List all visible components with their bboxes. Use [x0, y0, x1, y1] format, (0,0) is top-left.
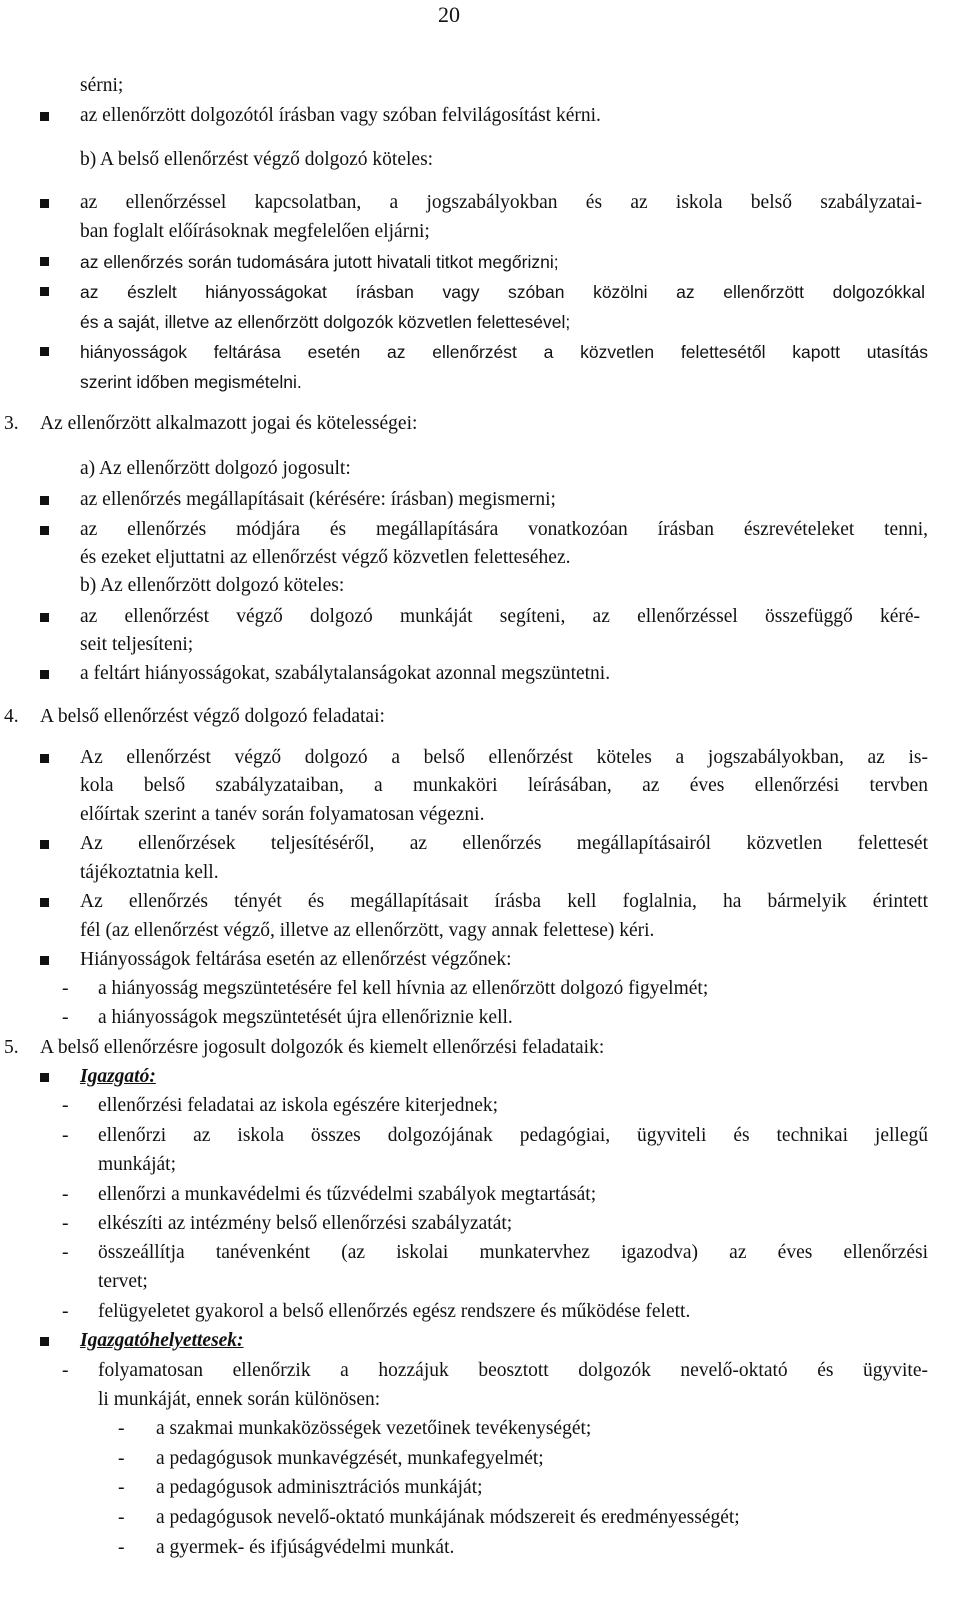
text-line: az ellenőrzött dolgozótól írásban vagy szóban felvilágosítást kérni. — [80, 105, 601, 126]
dash-marker: - — [62, 1242, 69, 1263]
dash-marker: - — [62, 1007, 69, 1028]
text-line: ban foglalt előírásoknak megfelelően eljárni; — [80, 221, 430, 242]
section-number: 4. — [4, 706, 19, 727]
text-line: az észlelt hiányosságokat írásban vagy szóban közölni az ellenőrzött dolgozókkal — [80, 282, 925, 302]
text-line: és ezeket eljuttatni az ellenőrzést végző közvetlen feletteséhez. — [80, 547, 571, 568]
text-line: folyamatosan ellenőrzik a hozzájuk beosztott dolgozók nevelő-oktató és ügyvite- — [98, 1360, 928, 1381]
text-line: a hiányosság megszüntetésére fel kell hívnia az ellenőrzött dolgozó figyelmét; — [98, 978, 709, 999]
bullet-icon — [40, 199, 49, 208]
text-line: kola belső szabályzataiban, a munkaköri leírásában, az éves ellenőrzési tervben — [80, 775, 928, 796]
text-line: az ellenőrzést végző dolgozó munkáját segíteni, az ellenőrzéssel összefüggő kéré- — [80, 606, 920, 627]
text-line: összeállítja tanévenként (az iskolai munkatervhez igazodva) az éves ellenőrzési — [98, 1242, 928, 1263]
bullet-icon — [40, 112, 49, 121]
bullet-icon — [40, 1337, 49, 1346]
text-line: a pedagógusok nevelő-oktató munkájának módszereit és eredményességét; — [156, 1507, 740, 1528]
text-line: elkészíti az intézmény belső ellenőrzési szabályzatát; — [98, 1213, 513, 1234]
dash-marker: - — [118, 1537, 125, 1558]
text-line: tájékoztatnia kell. — [80, 862, 219, 883]
text-line: és a saját, illetve az ellenőrzött dolgozók közvetlen felettesével; — [80, 312, 571, 332]
page-number: 20 — [438, 2, 460, 27]
text-line: sérni; — [80, 75, 124, 96]
role-heading: Igazgató: — [80, 1066, 156, 1087]
bullet-icon — [40, 754, 49, 763]
dash-marker: - — [62, 1213, 69, 1234]
bullet-icon — [40, 496, 49, 505]
dash-marker: - — [118, 1418, 125, 1439]
text-line: a gyermek- és ifjúságvédelmi munkát. — [156, 1537, 455, 1558]
text-line: ellenőrzési feladatai az iskola egészére kiterjednek; — [98, 1095, 499, 1116]
bullet-icon — [40, 287, 49, 296]
subsection-heading: b) Az ellenőrzött dolgozó köteles: — [80, 575, 345, 596]
subsection-heading: b) A belső ellenőrzést végző dolgozó köteles: — [80, 149, 434, 170]
bullet-icon — [40, 840, 49, 849]
text-line: az ellenőrzés során tudomására jutott hivatali titkot megőrizni; — [80, 252, 559, 272]
bullet-icon — [40, 347, 49, 356]
text-line: Az ellenőrzés tényét és megállapításait írásba kell foglalnia, ha bármelyik érintett — [80, 891, 928, 912]
bullet-icon — [40, 898, 49, 907]
dash-marker: - — [62, 978, 69, 999]
text-line: Az ellenőrzések teljesítéséről, az ellenőrzés megállapításairól közvetlen felettesét — [80, 833, 928, 854]
role-heading: Igazgatóhelyettesek: — [80, 1330, 244, 1351]
text-line: az ellenőrzéssel kapcsolatban, a jogszabályokban és az iskola belső szabályzatai- — [80, 192, 922, 213]
section-number: 5. — [4, 1037, 19, 1058]
section-number: 3. — [4, 413, 19, 434]
text-line: Az ellenőrzést végző dolgozó a belső ellenőrzést köteles a jogszabályokban, az is- — [80, 747, 928, 768]
text-line: seit teljesíteni; — [80, 634, 194, 655]
section-heading: A belső ellenőrzésre jogosult dolgozók és kiemelt ellenőrzési feladataik: — [40, 1037, 605, 1058]
text-line: munkáját; — [98, 1154, 176, 1175]
dash-marker: - — [62, 1125, 69, 1146]
text-line: tervet; — [98, 1271, 148, 1292]
text-line: az ellenőrzés megállapításait (kérésére: írásban) megismerni; — [80, 489, 556, 510]
text-line: szerint időben megismételni. — [80, 372, 302, 392]
text-line: hiányosságok feltárása esetén az ellenőrzést a közvetlen felettesétől kapott utasítás — [80, 342, 928, 362]
dash-marker: - — [62, 1301, 69, 1322]
text-line: felügyeletet gyakorol a belső ellenőrzés egész rendszere és működése felett. — [98, 1301, 691, 1322]
bullet-icon — [40, 670, 49, 679]
text-line: a pedagógusok adminisztrációs munkáját; — [156, 1477, 483, 1498]
section-heading: Az ellenőrzött alkalmazott jogai és kötelességei: — [40, 413, 418, 434]
text-line: Hiányosságok feltárása esetén az ellenőrzést végzőnek: — [80, 949, 512, 970]
text-line: fél (az ellenőrzést végző, illetve az ellenőrzött, vagy annak felettese) kéri. — [80, 920, 655, 941]
bullet-icon — [40, 526, 49, 535]
dash-marker: - — [118, 1477, 125, 1498]
text-line: ellenőrzi az iskola összes dolgozójának pedagógiai, ügyviteli és technikai jellegű — [98, 1125, 928, 1146]
text-line: ellenőrzi a munkavédelmi és tűzvédelmi szabályok megtartását; — [98, 1184, 597, 1205]
section-heading: A belső ellenőrzést végző dolgozó feladatai: — [40, 706, 385, 727]
bullet-icon — [40, 1073, 49, 1082]
text-line: az ellenőrzés módjára és megállapítására vonatkozóan írásban észrevételeket tenni, — [80, 519, 928, 540]
text-line: a pedagógusok munkavégzését, munkafegyelmét; — [156, 1448, 544, 1469]
text-line: a hiányosságok megszüntetését újra ellenőriznie kell. — [98, 1007, 513, 1028]
dash-marker: - — [62, 1095, 69, 1116]
dash-marker: - — [62, 1184, 69, 1205]
bullet-icon — [40, 956, 49, 965]
bullet-icon — [40, 613, 49, 622]
dash-marker: - — [118, 1507, 125, 1528]
bullet-icon — [40, 257, 49, 266]
text-line: li munkáját, ennek során különösen: — [98, 1389, 381, 1410]
text-line: előírtak szerint a tanév során folyamatosan végezni. — [80, 804, 485, 825]
dash-marker: - — [118, 1448, 125, 1469]
dash-marker: - — [62, 1360, 69, 1381]
text-line: a szakmai munkaközösségek vezetőinek tevékenységét; — [156, 1418, 592, 1439]
text-line: a feltárt hiányosságokat, szabálytalanságokat azonnal megszüntetni. — [80, 663, 611, 684]
subsection-heading: a) Az ellenőrzött dolgozó jogosult: — [80, 458, 351, 479]
